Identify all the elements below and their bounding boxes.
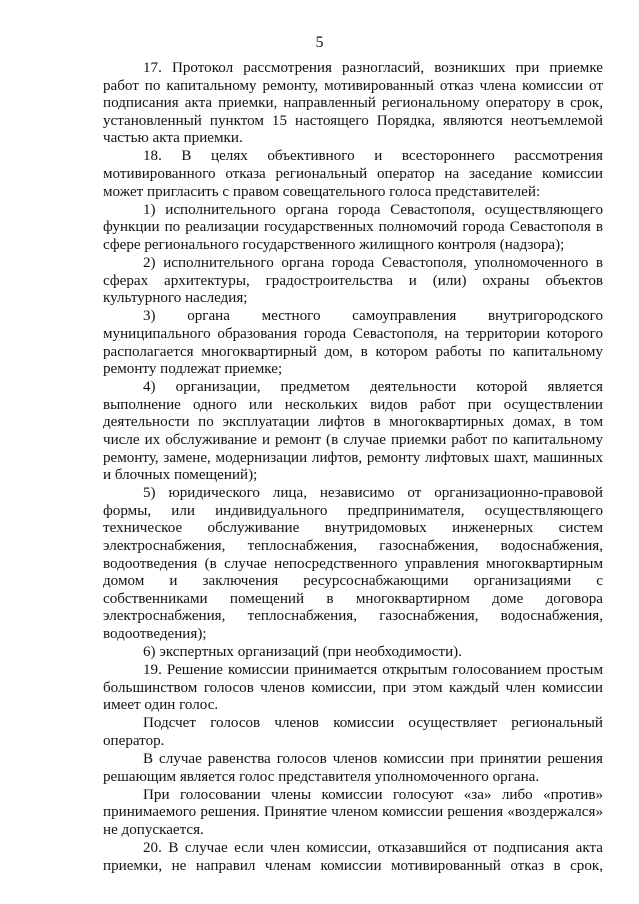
paragraph-voting-rules: При голосовании члены комиссии голосуют «за» либо «против» принимаемого решения. Принятие членом комиссии решения «воздержался» не допускается.: [103, 786, 603, 839]
paragraph-18-item-4: 4) организации, предметом деятельности которой является выполнение одного или нескольких видов работ при осуществлении деятельности по эксплуатации лифтов в многоквартирных домах, в том числе их обслуживание и ремонт (в случае приемки работ по капитальному ремонту, замене, модернизации лифтов, ремонту лифтовых шахт, машинных и блочных помещений);: [103, 379, 603, 484]
page-number: 5: [315, 34, 324, 51]
paragraph-tie-vote: В случае равенства голосов членов комиссии при принятии решения решающим является голос представителя уполномоченного органа.: [103, 751, 603, 785]
paragraph-vote-count: Подсчет голосов членов комиссии осуществляет региональный оператор.: [103, 715, 603, 750]
paragraph-20: 20. В случае если член комиссии, отказавшийся от подписания акта приемки, не направил членам комиссии мотивированный отказ в срок,: [103, 840, 603, 874]
paragraph-19: 19. Решение комиссии принимается открытым голосованием простым большинством голосов членов комиссии, при этом каждый член комиссии имеет один голос.: [103, 662, 603, 714]
paragraph-18-item-2: 2) исполнительного органа города Севастополя, уполномоченного в сферах архитектуры, градостроительства и (или) охраны объектов культурного наследия;: [103, 255, 603, 307]
paragraph-18-item-3: 3) органа местного самоуправления внутригородского муниципального образования города Севастополя, на территории которого располагается многоквартирный дом, в котором работы по капитальному ремонту подлежат приемке;: [103, 308, 603, 378]
paragraph-18-item-1: 1) исполнительного органа города Севастополя, осуществляющего функции по реализации государственных полномочий города Севастополя в сфере регионального государственного жилищного контроля (надзора);: [103, 201, 603, 253]
paragraph-18-item-5: 5) юридического лица, независимо от организационно-правовой формы, или индивидуального предпринимателя, осуществляющего техническое обслуживание внутридомовых инженерных систем электроснабжения, теплоснабжения, газоснабжения, водоснабжения, водоотведения (в случае непосредственного управления многоквартирным домом и заключения ресурсоснабжающими организациями с собственниками помещений в многоквартирном доме договора электроснабжения, теплоснабжения, газоснабжения, водоснабжения, водоотведения);: [103, 485, 603, 642]
paragraph-18: 18. В целях объективного и всестороннего рассмотрения мотивированного отказа региональный оператор на заседание комиссии может пригласить с правом совещательного голоса представителей:: [103, 148, 603, 200]
paragraph-17: 17. Протокол рассмотрения разногласий, возникших при приемке работ по капитальному ремонту, мотивированный отказ члена комиссии от подписания акта приемки, направленный региональному оператору в срок, установленный пунктом 15 настоящего Порядка, являются неотъемлемой частью акта приемки.: [103, 60, 603, 147]
paragraph-18-item-6: 6) экспертных организаций (при необходимости).: [143, 644, 462, 661]
document-body: [103, 60, 603, 876]
